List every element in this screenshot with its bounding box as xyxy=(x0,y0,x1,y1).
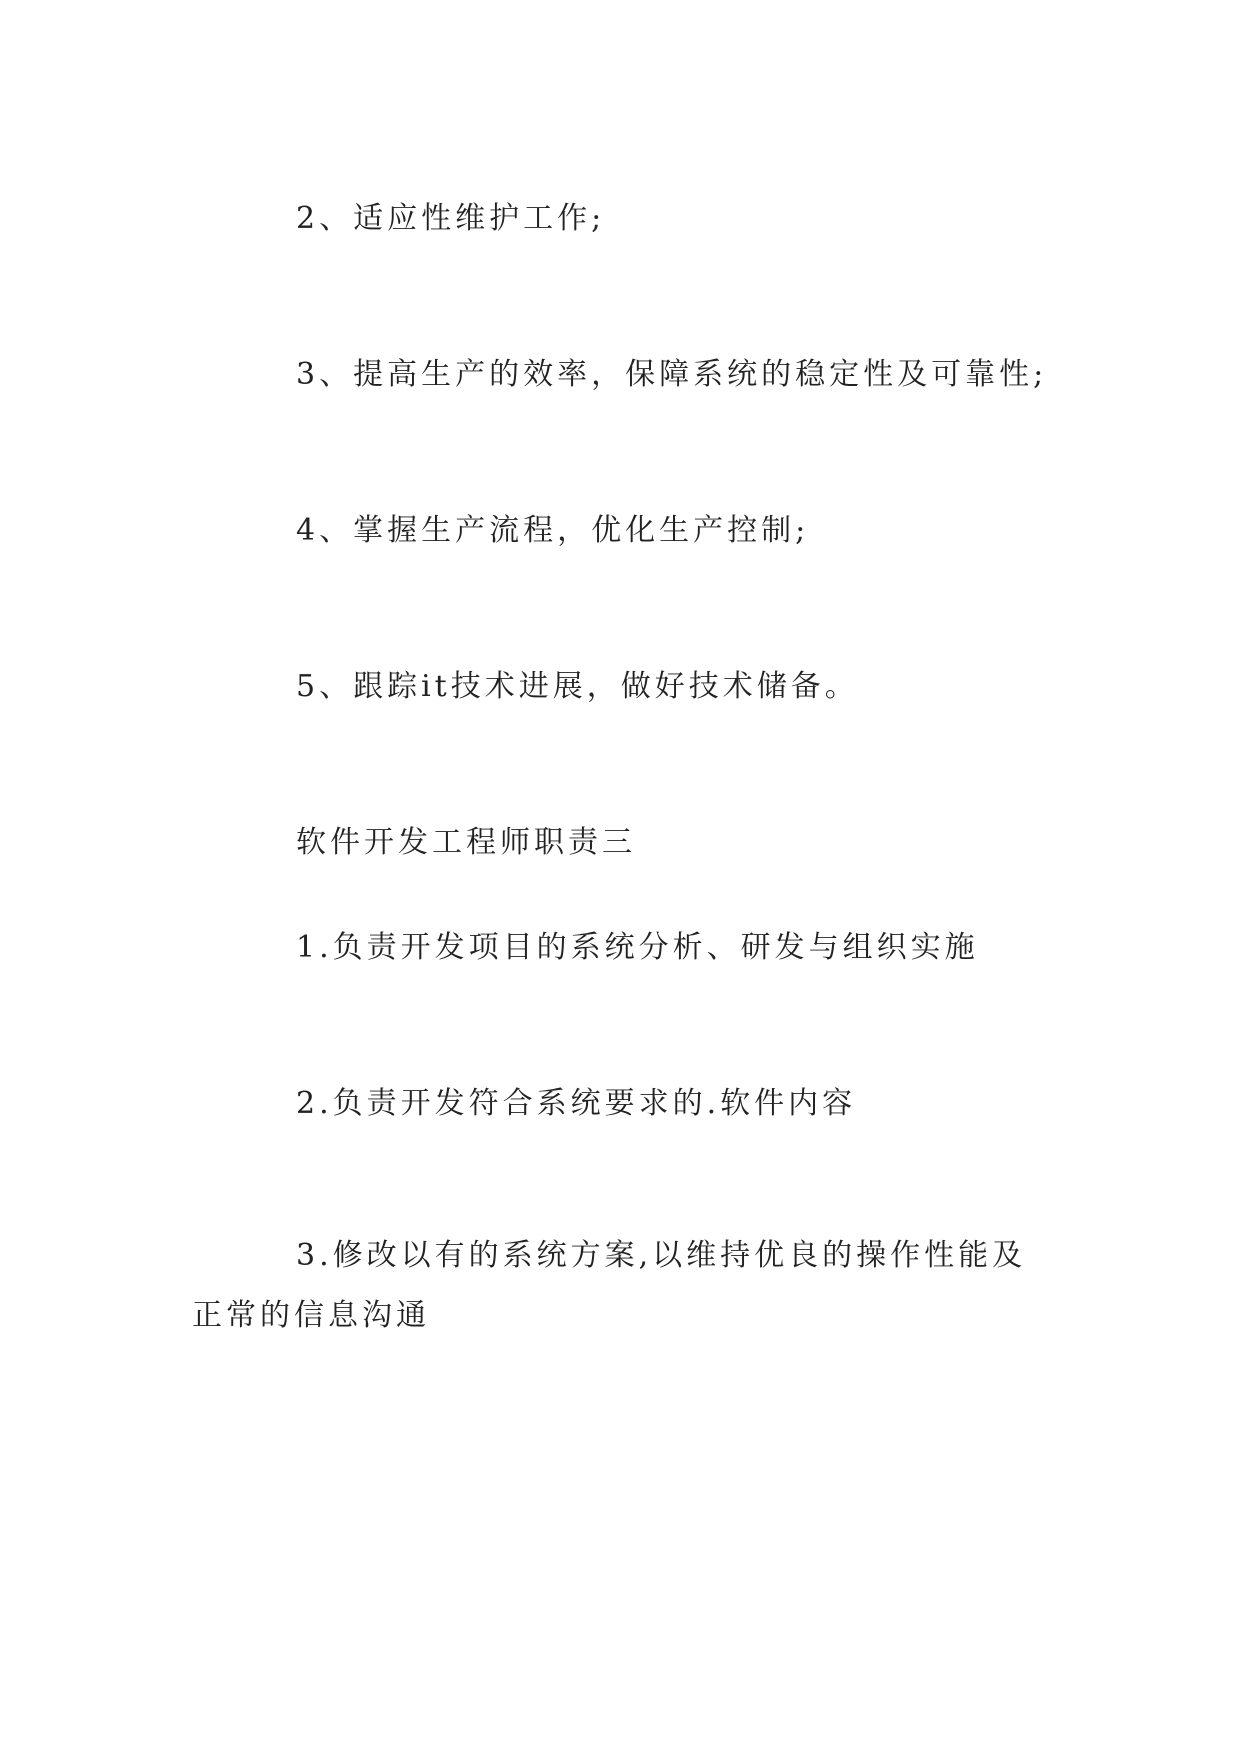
paragraph-item-3: 3、提高生产的效率，保障系统的稳定性及可靠性; xyxy=(296,357,1048,392)
paragraph-duty-3: 3.修改以有的系统方案,以维持优良的操作性能及正常的信息沟通 xyxy=(192,1238,1027,1333)
paragraph-item-4: 4、掌握生产流程，优化生产控制; xyxy=(296,513,810,548)
section-heading: 软件开发工程师职责三 xyxy=(296,825,636,860)
paragraph-item-2: 2、适应性维护工作; xyxy=(296,201,606,236)
paragraph-item-5: 5、跟踪it技术进展，做好技术储备。 xyxy=(296,669,859,704)
paragraph-duty-1: 1.负责开发项目的系统分析、研发与组织实施 xyxy=(296,930,979,965)
paragraph-duty-2: 2.负责开发符合系统要求的.软件内容 xyxy=(296,1086,857,1121)
